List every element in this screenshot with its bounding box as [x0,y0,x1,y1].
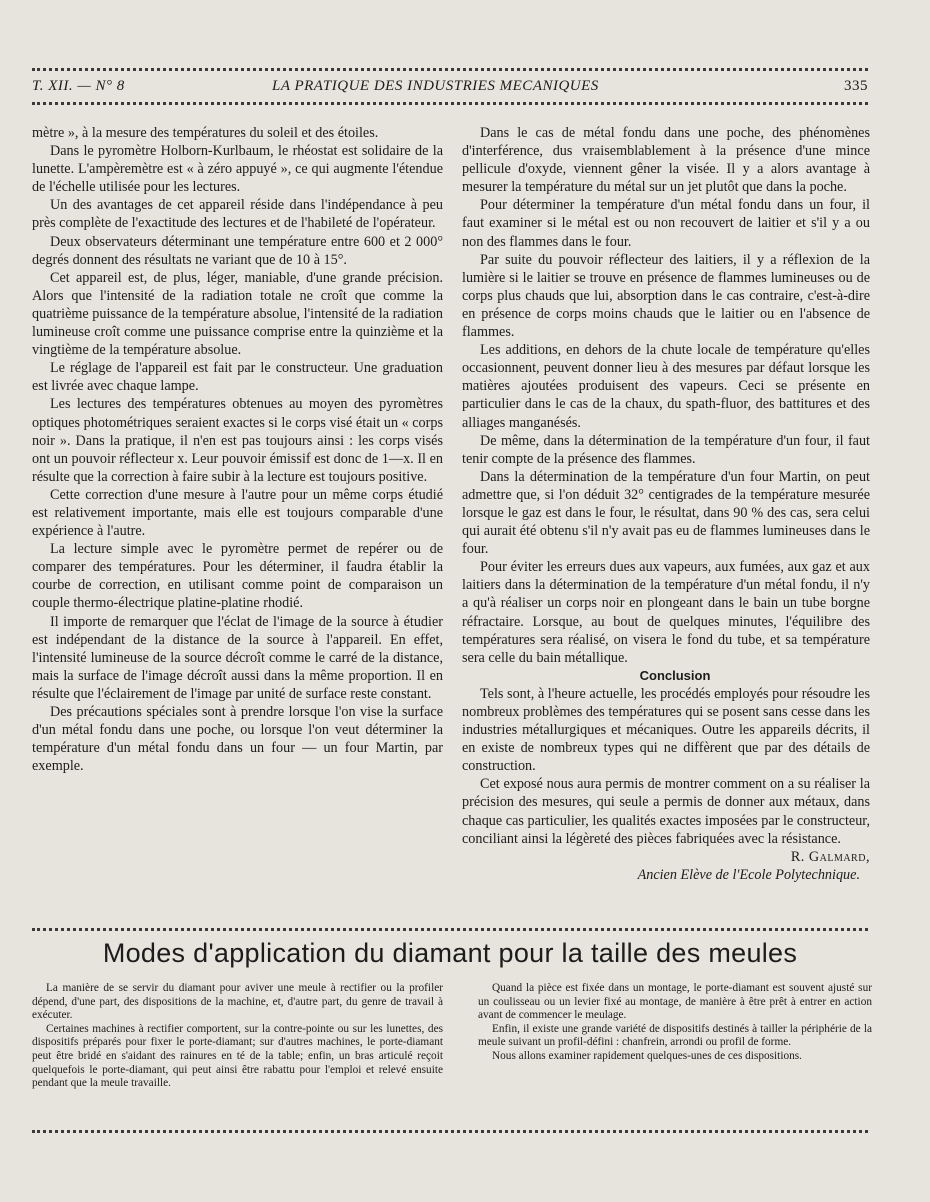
article-left-column [32,982,443,1091]
paragraph: Un des avantages de cet appareil réside dans l'indépendance à peu près complète de l'exactitude des lectures et de l'habileté de l'opérateur. [32,197,443,232]
footer-rule [32,1130,868,1133]
paragraph: Il importe de remarquer que l'éclat de l'image de la source à étudier est indépendant de la distance de la source à l'appareil. En effet, l'intensité lumineuse de la source décroît comme le carré de la distance, mais la surface de l'image décroît aussi dans la même proportion. Il en résulte que l'éclairement de l'image par unité de surface reste constant. [32,613,443,702]
running-header [32,76,868,98]
paragraph: Des précautions spéciales sont à prendre lorsque l'on vise la surface d'un métal fondu dans une poche, ou lorsque l'on veut déterminer la température d'un métal fondu dans un four — un four Martin, par exemple. [32,704,443,775]
page-number: 335 [844,78,868,94]
volume-number: T. XII. — N° 8 [32,78,125,94]
paragraph: Le réglage de l'appareil est fait par le constructeur. Une graduation est livrée avec chaque lampe. [32,360,443,395]
article-separator-rule [32,928,868,931]
article-right-column [478,982,872,1064]
paragraph: Pour déterminer la température d'un métal fondu dans un four, il faut examiner si le métal est ou non recouvert de laitier et s'il y a ou non des flammes dans le four. [462,197,870,250]
paragraph: La manière de se servir du diamant pour aviver une meule à rectifier ou la profiler dépend, d'une part, des dispositions de la machine, et, d'autre part, du genre de travail à exécuter. [32,982,443,1022]
conclusion-heading: Conclusion [639,667,711,683]
journal-title: LA PRATIQUE DES INDUSTRIES MECANIQUES [272,78,599,94]
paragraph: Nous allons examiner rapidement quelques-unes de ces dispositions. [492,1049,802,1062]
header-bottom-rule [32,102,868,105]
paragraph: Cet exposé nous aura permis de montrer comment on a su réaliser la précision des mesures, qui seule a permis de donner aux métaux, dans chaque cas particulier, les qualités exactes imposées par le constructeur, conciliant ainsi la légèreté des pièces fabriquées avec la résistance. [462,776,870,847]
header-top-rule [32,68,868,71]
paragraph: Certaines machines à rectifier comportent, sur la contre-pointe ou sur les lunettes, des dispositifs préparés pour fixer le porte-diamant; sur d'autres machines, le porte-diamant peut être bridé en s'aidant des rainures en té de la table; enfin, un bras articulé reçoit quelquefois le porte-diamant, qui peut ainsi être rabattu pour l'emploi et relevé ensuite pendant que la meule travaille. [32,1022,443,1090]
paragraph: Pour éviter les erreurs dues aux vapeurs, aux fumées, aux gaz et aux laitiers dans la détermination de la température d'un métal fondu, il n'y a qu'à réaliser un corps noir en plongeant dans le bain un tube borgne réfractaire. Lorsque, au bout de quelques minutes, l'équilibre des températures sera réalisé, on visera le fond du tube, et sa température sera celle du bain métallique. [462,559,870,666]
paragraph: Les lectures des températures obtenues au moyen des pyromètres optiques photométriques seraient exactes si le corps visé était un « corps noir ». Dans la pratique, il n'en est pas toujours ainsi : les corps visés ont un pouvoir réflecteur x. Leur pouvoir émissif est donc de 1—x. Il en résulte que la correction à faire subir à la lecture est toujours positive. [32,396,443,485]
paragraph: Les additions, en dehors de la chute locale de température qu'elles occasionnent, peuvent donner lieu à des mesures par défaut lorsque les matières ajoutées produisent des vapeurs. Ceci se présente en particulier dans le cas de la chaux, du spath-fluor, des battitures et des alliages manganésés. [462,342,870,431]
paragraph: mètre », à la mesure des températures du soleil et des étoiles. [32,125,379,141]
paragraph: La lecture simple avec le pyromètre permet de repérer ou de comparer des températures. Pour les déterminer, il faudra établir la courbe de correction, en utilisant comme point de comparaison un couple thermo-électrique platine-platine rhodié. [32,541,443,612]
paragraph: Dans la détermination de la température d'un four Martin, on peut admettre que, si l'on déduit 32° centigrades de la température mesurée lorsque le gaz est dans le four, le résultat, dans 90 % des cas, sera celui qui aurait été obtenu s'il n'y avait pas eu de flammes lumineuses dans le four. [462,468,870,558]
author-title: Ancien Elève de l'Ecole Polytechnique. [637,866,860,883]
paragraph: Cette correction d'une mesure à l'autre pour un même corps étudié est relativement importante, mais elle est toujours comparable d'une expérience à l'autre. [32,486,443,540]
article-title: Modes d'application du diamant pour la taille des meules [102,938,798,968]
paragraph: Enfin, il existe une grande variété de dispositifs destinés à tailler la périphérie de la meule suivant un profil-défini : chanfrein, arrondi ou profil de forme. [478,1022,872,1049]
paragraph: Tels sont, à l'heure actuelle, les procédés employés pour résoudre les nombreux problèmes des températures qui se posent sans cesse dans les industries métallurgiques et mécaniques. Outre les appareils décrits, il en existe de nombreux types qui ne diffèrent que par des détails de construction. [462,685,870,775]
left-text-column [32,124,443,775]
paragraph: Deux observateurs déterminant une température entre 600 et 2 000° degrés donnent des résultats ne variant que de 10 à 15°. [32,233,443,268]
paragraph: Dans le pyromètre Holborn-Kurlbaum, le rhéostat est solidaire de la lunette. L'ampèremètre est « à zéro appuyé », ce qui augmente l'étendue de l'échelle utilisée pour les lectures. [32,143,443,196]
paragraph: Cet appareil est, de plus, léger, maniable, d'une grande précision. Alors que l'intensité de la radiation totale ne croît que comme la quatrième puissance de la température absolue, l'intensité de la radiation lumineuse croît comme une puissance comprise entre la quinzième et la vingtième de la température absolue. [32,269,443,359]
right-text-column [462,124,870,884]
author-signature [462,848,870,866]
paragraph: Quand la pièce est fixée dans un montage, le porte-diamant est souvent ajusté sur un coulisseau ou un levier fixé au montage, de manière à être prêt à entrer en action avant de commencer le meulage. [478,982,872,1022]
paragraph: Dans le cas de métal fondu dans une poche, des phénomènes d'interférence, dus vraisemblablement à la présence d'une mince pellicule d'oxyde, viennent gêner la visée. Il y a alors avantage à mesurer la température du métal sur un jet plutôt que dans la poche. [462,125,870,196]
paragraph: Par suite du pouvoir réflecteur des laitiers, il y a réflexion de la lumière si le laitier se trouve en présence de flammes lumineuses ou de corps plus chauds que lui, absorption dans le cas contraire, c'est-à-dire en présence de corps moins chauds que le laitier ou en l'absence de flammes. [462,251,870,341]
author-name: R. Galmard, [790,848,870,865]
paragraph: De même, dans la détermination de la température d'un four, il faut tenir compte de la présence des flammes. [462,432,870,467]
